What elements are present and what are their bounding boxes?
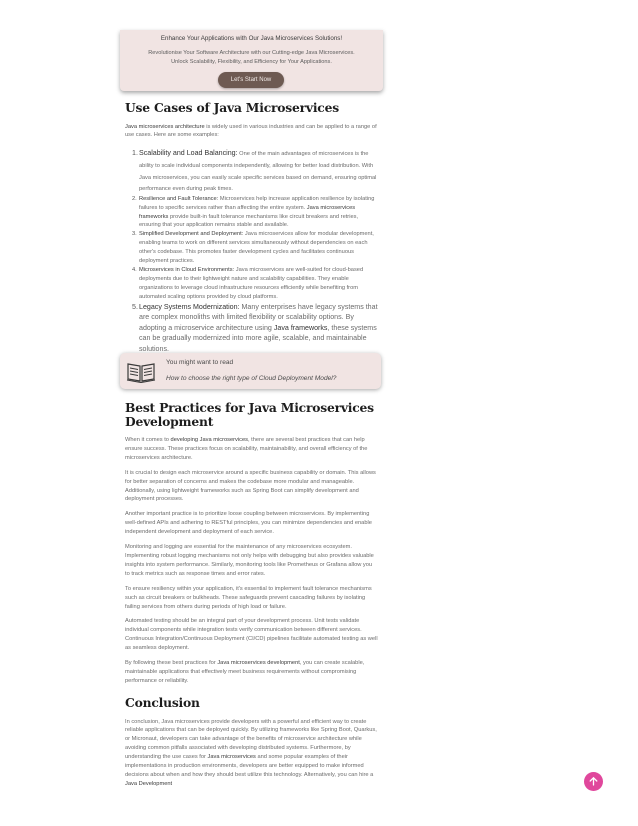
promo-line-2: Unlock Scalability, Flexibility, and Efficiency for Your Applications. xyxy=(171,59,332,65)
best-practices-heading: Best Practices for Java Microservices Development xyxy=(125,400,374,429)
paragraph: Automated testing should be an integral part of your development process. Unit tests validate individual components while integration tests verify communication between different services. Continuous Integration/Continuous Deployment (CI/CD) pipelines facilitate automated testing as well as seamless deployment. xyxy=(125,618,378,652)
text: In conclusion, Java microservices provide developers with a powerful and efficient way to create reliable applications that can be deployed quickly. By utilizing frameworks like Spring Boot, Quarkus, or Micronaut, developers can take advantage of the benefits of microservice architecture while avoiding common pitfalls associated with developing distributed systems. Furthermore, by understanding the use cases for xyxy=(125,718,377,761)
java-microservices-frameworks-link[interactable]: Java microservices frameworks xyxy=(139,204,356,220)
item-number: 2. xyxy=(132,195,137,202)
item-lead: Resilience and Fault Tolerance: xyxy=(139,195,219,202)
use-cases-section xyxy=(125,101,378,355)
text: By following these best practices for xyxy=(125,660,218,667)
item-text: One of the main advantages of microservices is the ability to scale individual components independently, allowing for better load distribution. With Java microservices, you can easily scale specific services based on demand, ensuring optimal performance even during peak times. xyxy=(139,151,377,193)
item-text-tail: , these systems can be gradually modernized into more agile, scalable, and maintainable solutions. xyxy=(139,323,377,353)
lets-start-now-button[interactable]: Let's Start Now xyxy=(218,72,284,88)
related-article-box[interactable] xyxy=(120,353,381,389)
list-item xyxy=(125,266,378,302)
list-item xyxy=(125,148,378,194)
item-text: Many enterprises have legacy systems that are complex monoliths with limited flexibility or scalability options. By adopting a microservice architecture using xyxy=(139,302,378,332)
conclusion-paragraph xyxy=(125,718,378,789)
item-number: 4. xyxy=(132,266,137,273)
best-practices-section xyxy=(125,401,378,686)
text: , you can create scalable, maintainable applications that effectively meet business requirements without compromising performance or reliability. xyxy=(125,660,365,684)
paragraph xyxy=(125,659,378,686)
paragraph: It is crucial to design each microservice around a specific business capability or domain. This allows for better separation of concerns and makes the codebase more modular and manageable. Additionally, using lightweight frameworks such as Spring Boot can simplify development and deployment processes. xyxy=(125,469,376,503)
promo-line-1: Revolutionise Your Software Architecture with our Cutting-edge Java Microservices. xyxy=(148,50,355,56)
promo-banner xyxy=(120,30,383,91)
developing-java-microservices-link[interactable]: developing Java microservices xyxy=(170,437,248,443)
use-cases-heading: Use Cases of Java Microservices xyxy=(125,100,339,115)
list-item xyxy=(125,195,378,231)
java-microservices-link[interactable]: Java microservices xyxy=(207,754,256,761)
item-lead: Legacy Systems Modernization: xyxy=(139,302,240,311)
read-label: You might want to read xyxy=(166,359,234,366)
item-number: 3. xyxy=(132,231,137,238)
item-lead: Simplified Development and Deployment: xyxy=(139,231,244,238)
item-lead: Scalability and Load Balancing: xyxy=(139,149,238,158)
java-development-link[interactable]: Java Development xyxy=(125,780,173,787)
arrow-up-icon xyxy=(588,776,599,787)
intro-text: is widely used in various industries and can be applied to a range of use cases. Here are some examples: xyxy=(125,123,377,139)
book-icon xyxy=(126,361,156,383)
text: and some popular examples of their implementations in production environments, developers are better equipped to make informed decisions about when and how they should best utilize this technology. Alternatively, you can hire a xyxy=(125,754,374,778)
list-item xyxy=(125,230,378,266)
conclusion-heading: Conclusion xyxy=(125,695,200,710)
promo-title: Enhance Your Applications with Our Java Microservices Solutions! xyxy=(160,35,343,42)
java-microservices-development-link[interactable]: Java microservices development xyxy=(217,660,300,667)
paragraph: Another important practice is to prioritize loose coupling between microservices. By implementing well-defined APIs and adhering to RESTful principles, you can minimize dependencies and enable independent development and deployment of each service. xyxy=(125,511,372,536)
use-cases-intro xyxy=(125,123,378,141)
paragraph: Monitoring and logging are essential for the maintenance of any microservices ecosystem. Implementing robust logging mechanisms not only helps with debugging but also provides valuable insights into system performance. Similarly, monitoring tools like Prometheus or Grafana allow you to track metrics such as response times and error rates. xyxy=(125,544,374,577)
paragraph: To ensure resiliency within your application, it's essential to implement fault tolerance mechanisms such as circuit breakers or bulkheads. These safeguards prevent cascading failures by isolating failing services from others during periods of high load or failure. xyxy=(125,585,372,610)
item-number: 5. xyxy=(132,302,138,311)
java-frameworks-link[interactable]: Java frameworks xyxy=(273,323,328,332)
java-microservices-architecture-link[interactable]: Java microservices architecture xyxy=(125,123,205,130)
promo-description xyxy=(128,49,375,67)
item-text: Java microservices allow for modular development, enabling teams to work on different services simultaneously without dependencies on each other's codebase. This promotes faster development cycles and facilitates continuous deployment practices. xyxy=(139,231,374,265)
text: When it comes to xyxy=(125,437,171,443)
paragraph xyxy=(125,436,378,463)
back-to-top-button[interactable] xyxy=(584,772,603,791)
use-cases-list xyxy=(125,148,378,354)
text: , there are several best practices that can help ensure success. These practices focus on scalability, maintainability, and overall efficiency of the microservices architecture. xyxy=(125,437,368,461)
list-item xyxy=(125,302,378,355)
item-lead: Microservices in Cloud Environments: xyxy=(139,266,235,273)
item-text: Microservices help increase application resilience by isolating failures to specific services rather than affecting the entire system. xyxy=(139,195,375,211)
item-text-tail: provide built-in fault tolerance mechanisms like circuit breakers and retries, ensuring that your application remains stable and available. xyxy=(139,213,359,229)
conclusion-section xyxy=(125,696,378,789)
item-number: 1. xyxy=(132,149,138,158)
cloud-deployment-article-link[interactable]: How to choose the right type of Cloud Deployment Model? xyxy=(166,375,337,382)
item-text: Java microservices are well-suited for cloud-based deployments due to their lightweight nature and scalability capabilities. They enable organizations to leverage cloud infrastructure resources efficiently while benefiting from automated scaling options provided by cloud platforms. xyxy=(139,266,364,300)
